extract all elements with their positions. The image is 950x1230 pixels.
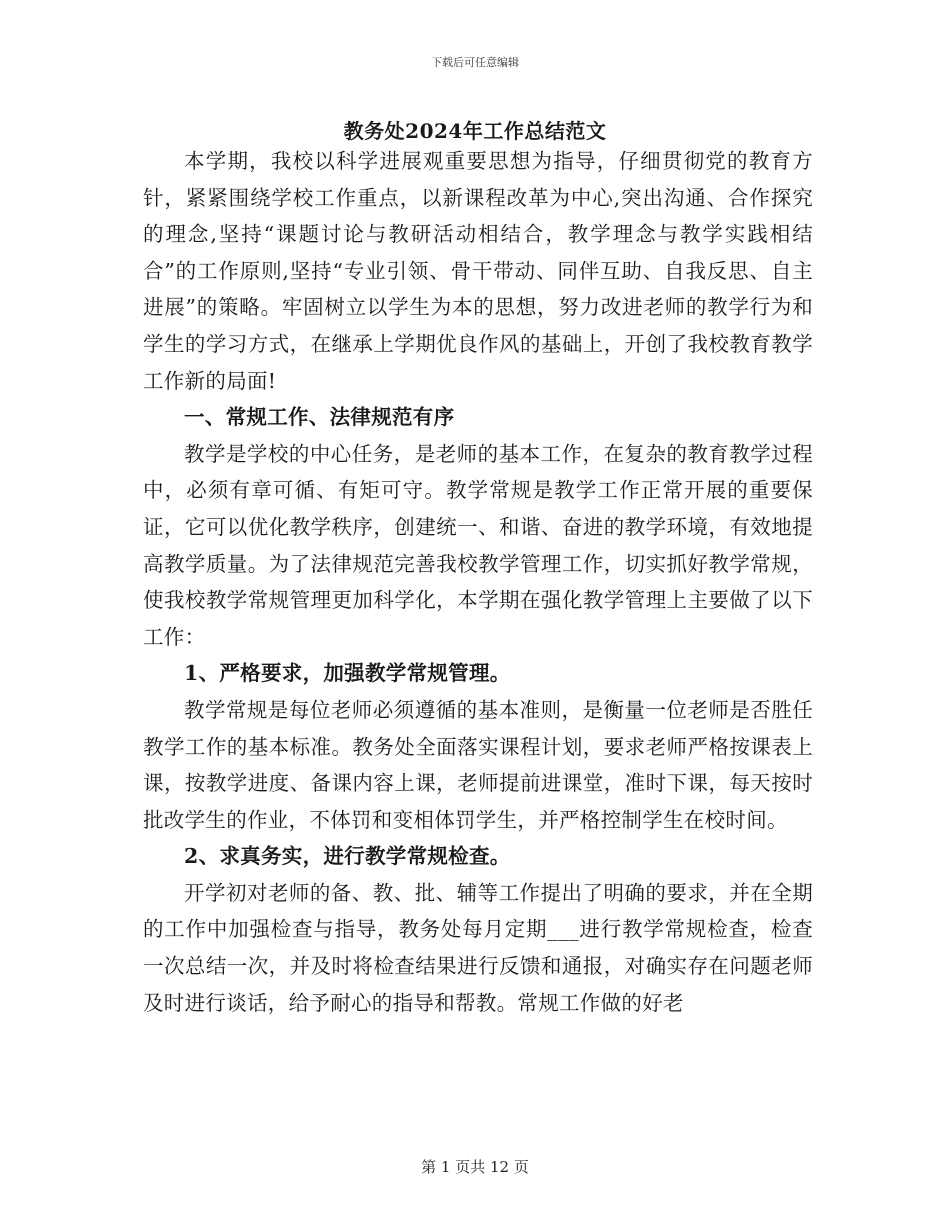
page-footer	[0, 1156, 950, 1177]
paragraph-subsection-1: 教学常规是每位老师必须遵循的基本准则，是衡量一位老师是否胜任教学工作的基本标准。教务处全面落实课程计划，要求老师严格按课表上课，按教学进度、备课内容上课，老师提前进课堂，准时下课，每天按时批改学生的作业，不体罚和变相体罚学生，并严格控制学生在校时间。	[143, 697, 813, 832]
paragraph-subsection-2: 开学初对老师的备、教、批、辅等工作提出了明确的要求，并在全期的工作中加强检查与指导，教务处每月定期___进行教学常规检查，检查一次总结一次，并及时将检查结果进行反馈和通报，对确实存在问题老师及时进行谈话，给予耐心的指导和帮教。常规工作做的好老	[143, 880, 813, 1015]
page-number-label: 第 1 页共 12 页	[421, 1158, 529, 1176]
paragraph-section-1: 教学是学校的中心任务，是老师的基本工作，在复杂的教育教学过程中，必须有章可循、有矩可守。教学常规是教学工作正常开展的重要保证，它可以优化教学秩序，创建统一、和谐、奋进的教学环境，有效地提高教学质量。为了法律规范完善我校教学管理工作，切实抓好教学常规，使我校教学常规管理更加科学化，本学期在强化教学管理上主要做了以下工作：	[143, 441, 813, 649]
section-heading-1: 一、常规工作、法律规范有序	[184, 405, 455, 430]
header-note: 下载后可任意编辑	[431, 56, 519, 69]
document-body	[143, 143, 813, 1021]
paragraph-intro: 本学期，我校以科学进展观重要思想为指导，仔细贯彻党的教育方针，紧紧围绕学校工作重点，以新课程改革为中心,突出沟通、合作探究的理念,坚持“课题讨论与教研活动相结合，教学理念与教学实践相结合”的工作原则,坚持“专业引领、骨干带动、同伴互助、自我反思、自主进展”的策略。牢固树立以学生为本的思想，努力改进老师的教学行为和学生的学习方式，在继承上学期优良作风的基础上，开创了我校教育教学工作新的局面!	[143, 149, 813, 393]
subsection-heading-1: 1、严格要求，加强教学常规管理。	[184, 661, 511, 686]
subsection-heading-2: 2、求真务实，进行教学常规检查。	[184, 844, 511, 869]
document-title: 教务处2024年工作总结范文	[343, 119, 607, 143]
